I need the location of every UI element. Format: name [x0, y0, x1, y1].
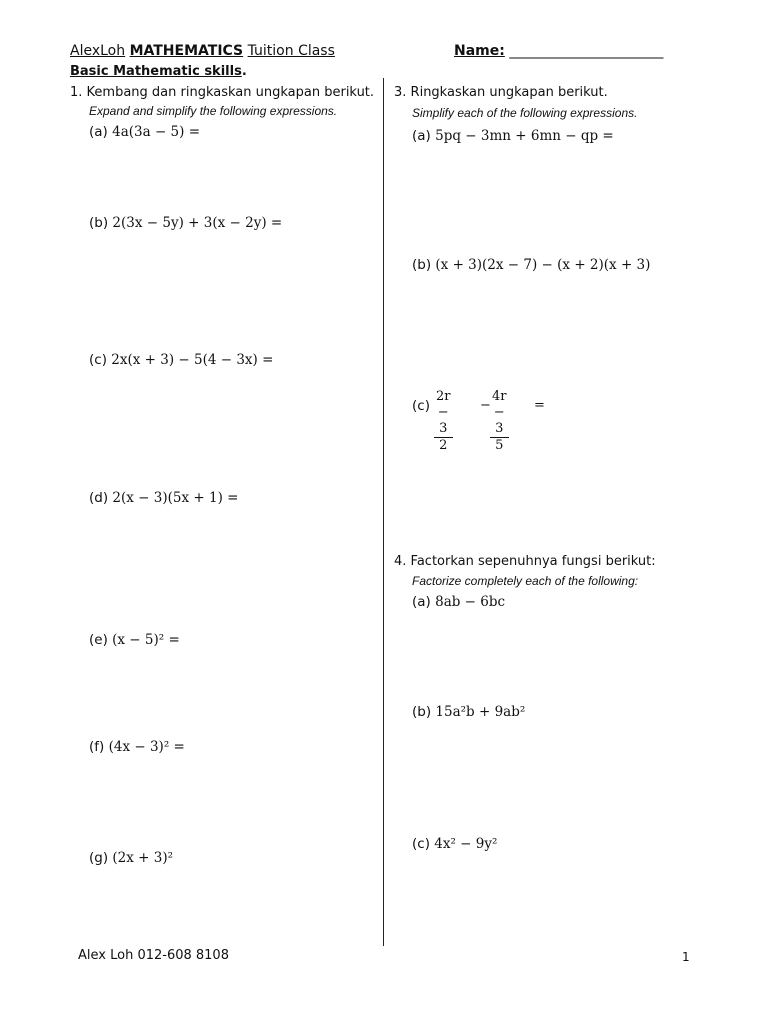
item-expression: 4x² − 9y² — [434, 836, 498, 852]
q3-item-a — [412, 128, 614, 144]
item-label: (b) — [412, 257, 432, 273]
item-label: (e) — [89, 632, 108, 648]
subtitle-text: Basic Mathematic skills — [70, 64, 242, 79]
footer-contact: Alex Loh 012-608 8108 — [78, 948, 229, 963]
q1-item-b — [89, 215, 282, 231]
q1-item-c — [89, 352, 273, 368]
q4-item-c — [412, 836, 497, 852]
name-label: Name: — [454, 43, 505, 59]
fraction-1-numerator: 2r − 3 — [436, 389, 451, 436]
title-class: Tuition Class — [247, 43, 335, 59]
item-label: (f) — [89, 739, 105, 755]
item-label: (a) — [412, 594, 431, 610]
item-expression: 15a²b + 9ab² — [435, 704, 526, 720]
page-number: 1 — [682, 950, 690, 964]
q1-item-g — [89, 850, 173, 866]
title-subject: MATHEMATICS — [129, 43, 244, 59]
item-label: (a) — [412, 128, 431, 144]
item-label: (d) — [89, 490, 109, 506]
item-expression: 2(3x − 5y) + 3(x − 2y) = — [112, 215, 283, 231]
q1-item-e — [89, 632, 180, 648]
item-expression: 8ab − 6bc — [435, 594, 506, 610]
fraction-1-denominator: 2 — [439, 438, 448, 453]
name-blank: ______________________ — [509, 43, 664, 59]
q4-subheading: Factorize completely each of the following: — [412, 574, 639, 588]
name-field — [454, 43, 663, 59]
q3-heading — [394, 85, 608, 100]
item-label: (c) — [89, 352, 107, 368]
item-expression: (2x + 3)² — [112, 850, 174, 866]
q1-number: 1. — [70, 85, 83, 100]
item-label: (b) — [89, 215, 109, 231]
q4-heading — [394, 554, 656, 569]
subtitle-period: . — [241, 64, 247, 79]
fraction-2-numerator: 4r − 3 — [492, 389, 507, 436]
item-expression: 5pq − 3mn + 6mn − qp = — [435, 128, 614, 144]
q4-item-a — [412, 594, 505, 610]
fraction-2-denominator: 5 — [495, 438, 504, 453]
item-expression: (x + 3)(2x − 7) − (x + 2)(x + 3) — [435, 257, 651, 273]
item-expression: (4x − 3)² = — [108, 739, 185, 755]
q4-item-b — [412, 704, 525, 720]
item-expression: 2x(x + 3) − 5(4 − 3x) = — [111, 352, 274, 368]
q1-item-f — [89, 739, 185, 755]
q1-item-d — [89, 490, 238, 506]
q1-heading — [70, 85, 374, 100]
q4-heading-text: Factorkan sepenuhnya fungsi berikut: — [410, 554, 656, 569]
item-label: (c) — [412, 836, 430, 852]
item-label: (b) — [412, 704, 432, 720]
item-expression: 4a(3a − 5) = — [112, 124, 201, 140]
item-expression: 2(x − 3)(5x + 1) = — [112, 490, 239, 506]
fraction-2 — [490, 389, 509, 454]
q3-number: 3. — [394, 85, 407, 100]
q3-item-b — [412, 257, 650, 273]
item-label: (c) — [412, 398, 430, 414]
item-expression: (x − 5)² = — [112, 632, 180, 648]
q3-heading-text: Ringkaskan ungkapan berikut. — [410, 85, 608, 100]
minus-sign: − — [480, 398, 491, 413]
fraction-1 — [434, 389, 453, 454]
section-subtitle — [70, 64, 247, 79]
q4-number: 4. — [394, 554, 407, 569]
q1-subheading: Expand and simplify the following expressions. — [89, 104, 338, 118]
q1-item-a — [89, 124, 200, 140]
item-label: (g) — [89, 850, 109, 866]
worksheet-title — [70, 43, 335, 59]
column-divider — [383, 78, 384, 946]
q3-subheading: Simplify each of the following expressions. — [412, 106, 638, 120]
item-label: (a) — [89, 124, 108, 140]
title-brand: AlexLoh — [70, 43, 126, 59]
q1-heading-text: Kembang dan ringkaskan ungkapan berikut. — [86, 85, 375, 100]
equals-sign: = — [534, 398, 545, 413]
